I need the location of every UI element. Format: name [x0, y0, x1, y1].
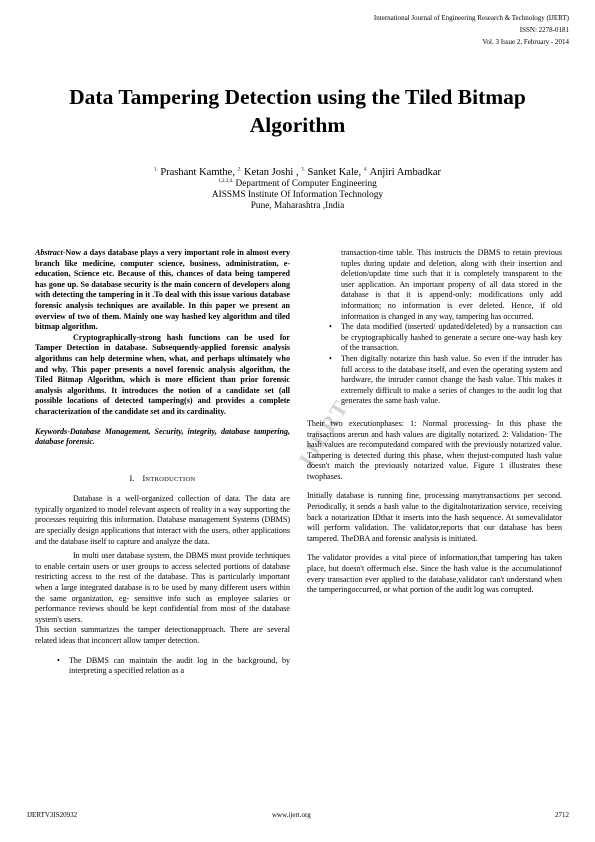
journal-header [269, 12, 569, 48]
body-paragraph-1: Their two executionphases: 1: Normal processing- In this phase the transactions arerun and hash values are digitally notarized. 2: Validation- The hash values are recomputedand compared with the previously notarized value. Tampering is detected during this phase, when thejust-computed hash value doesn't match the previously notarized value. Figure 1 illustrates these twophases. [307, 418, 562, 481]
journal-name: International Journal of Engineering Research & Technology (IJERT) [373, 14, 569, 22]
abstract-paragraph [35, 248, 290, 333]
author-name: Sanket Kale, [307, 167, 362, 178]
bullet-text: Then digitally notarize this hash value. So even if the intruder has full access to the database itself, and even the operating system and hardware, the intruder cannot change the hash value. This makes it extremely difficult to make a series of changes to the audit log that generates the same hash value. [341, 353, 562, 406]
author-sup: 1. [153, 167, 158, 173]
bullet-item-1-cont [307, 248, 562, 322]
abstract-text: Now a days database plays a very important role in almost every branch like medicine, computer science, business, administration, e-education, Science etc. Because of this, chances of data being tampered has gone up. So database security is the main concern of developers along with detecting the tampering in it .To deal with this issue various database forensic analysis techniques are available. In this paper we present an overview of two of them. Mainly one way hashed key algorithm and tiled bitmap algorithm. [35, 248, 290, 332]
footer-url[interactable]: www.ijert.org [272, 811, 311, 819]
bullet-icon: • [329, 353, 332, 363]
author-name: Ketan Joshi , [243, 167, 299, 178]
bullet-item-3 [307, 354, 562, 407]
bullet-icon: • [329, 322, 332, 332]
affiliation-dept [60, 179, 535, 190]
journal-volume: Vol. 3 Issue 2, February - 2014 [482, 38, 569, 46]
abstract-label: Abstract- [35, 248, 66, 257]
author-sup: 2. [237, 167, 242, 173]
keywords: Keywords-Database Management, Security, integrity, database tampering, database forensic. [35, 426, 290, 447]
author-name: Prashant Kamthe, [160, 167, 235, 178]
page-number: 2712 [555, 811, 569, 819]
journal-issn: ISSN: 2278-0181 [519, 26, 569, 34]
author-sup: 4. [363, 167, 368, 173]
intro-paragraph-2: In multi user database system, the DBMS must provide techniques to enable certain users or user groups to access selected portions of database restricting access to the rest of the database. This is particularly important when a large integrated database is to be used by many different users within the same organization, eg- sensitive info such as employee salaries or performance reviews should be kept confidential from most of the database system's users. [35, 551, 290, 624]
author-block [60, 166, 535, 212]
section-number: I. [129, 473, 135, 483]
watermark: IJERT [293, 394, 354, 471]
bullet-text-continued: transaction-time table. This instructs the DBMS to retain previous tuples during update and deletion, along with their insertion and deletion/update time such that it is completely transparent to the user application. An important property of all data stored in the database is that it is append-only: modifications only add information; no information is ever deleted. Hence, if old information is changed in any way, tampering has occurred. [341, 248, 562, 321]
institution: AISSMS Institute Of Information Technology [211, 190, 384, 200]
affiliation-sup: 1,2,3,4. [218, 178, 234, 184]
location: Pune, Maharashtra ,India [250, 201, 345, 211]
bullet-text: The data modified (inserted/ updated/deleted) by a transaction can be cryptographically hashed to generate a secure one-way hash key of the transaction. [341, 322, 562, 353]
bullet-item-2 [307, 322, 562, 354]
section-heading [35, 474, 290, 486]
author-name: Anjiri Ambadkar [369, 167, 442, 178]
section-initial: I [142, 473, 146, 483]
author-sup: 3. [301, 167, 305, 173]
left-column [35, 248, 290, 678]
bullet-item-1 [35, 656, 290, 678]
bullet-text: The DBMS can maintain the audit log in the background, by interpreting a specified relation as a [69, 655, 290, 676]
footer-paper-id: IJERTV3IS20932 [27, 811, 78, 819]
paper-title: Data Tampering Detection using the Tiled Bitmap Algorithm [69, 85, 526, 137]
right-column [307, 248, 562, 596]
department: Department of Computer Engineering [235, 179, 377, 189]
body-paragraph-3: The validator provides a vital piece of information,that tampering has taken place, but doesn't offermuch else. Since the hash value is the accumulationof every transaction ever applied to the database,validator can't understand when the tamperingoccurred, or what portion of the audit log was corrupted. [307, 553, 562, 595]
section-title-rest: NTRODUCTION [145, 475, 196, 483]
abstract-paragraph-2: Cryptographically-strong hash functions can be used for Tamper Detection in database. Subsequently-applied forensic analysis algorithms can help determine when, what, and perhaps ultimately who and why. This paper presents a novel forensic analysis algorithm, the Tiled Bitmap Algorithm, which is more efficient than prior forensic analysis algorithms. It introduces the notion of a candidate set (all possible locations of detected tampering(s) and provides a complete characterization of the candidate set and its cardinality. [35, 332, 290, 416]
intro-paragraph-3: This section summarizes the tamper detectionapproach. There are several related ideas that inconcert allow tamper detection. [35, 625, 290, 645]
intro-paragraph-1: Database is a well-organized collection of data. The data are typically organized to model relevant aspects of reality in a way supporting the processes requiring this information. Database management Systems (DBMS) are specially design applications that interact with the users, other applications and the database itself to capture and analyze the data. [35, 494, 290, 546]
body-paragraph-2: Initially database is running fine, processing manytransactions per second. Periodically, it sends a hash value to the digitalnotarization service, receiving back a notarization IDthat it inserts into the hash sequence. At somevalidator will perform validation. The validator,reports that our database has been tampered. TheDBA and forensic analysis is initiated. [307, 491, 562, 543]
author-names [60, 166, 535, 179]
bullet-icon: • [57, 655, 60, 665]
